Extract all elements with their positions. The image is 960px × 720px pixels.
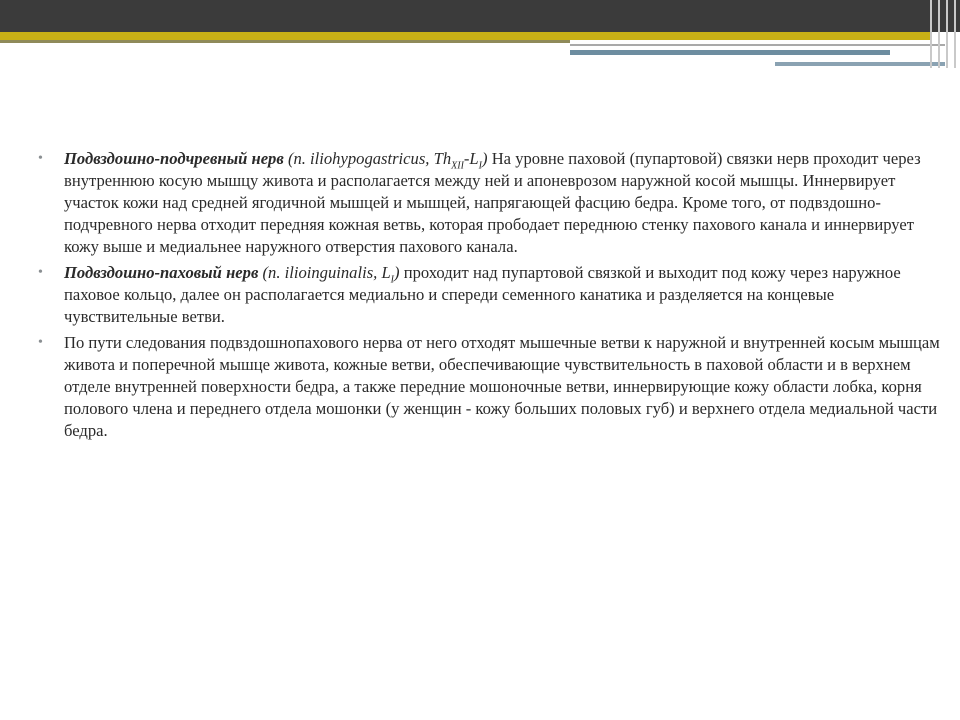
latin-name-1: (n. iliohypogastricus, $Th_{XII}-L_I$)	[287, 149, 488, 172]
bullet-item-2	[38, 262, 940, 328]
bullet-item-3	[38, 332, 940, 442]
bullet-icon: •	[38, 335, 43, 350]
bullet-icon: •	[38, 265, 43, 280]
item-1-text: На уровне паховой (пупартовой) связки нерв проходит через внутреннюю косую мышцу живота и располагается между ней и апоневрозом наружной косой мышцы. Иннервирует участок кожи над средней ягодичной мышцей и мышцей, напрягающей фасцию бедра. Кроме того, от подвздошно-подчревного нерва отходит передняя кожная ветвь, которая прободает переднюю стенку пахового канала и иннервирует кожу выше и медиальнее наружного отверстия пахового канала.	[64, 149, 921, 256]
item-2-text: проходит над пупартовой связкой и выходит под кожу через наружное паховое кольцо, далее он располагается медиально и спереди семенного канатика и разделяется на концевые чувствительные ветви.	[64, 263, 901, 326]
item-3-text: По пути следования подвздошнопахового нерва от него отходят мышечные ветви к наружной и внутренней косым мышцам живота и поперечной мышце живота, кожные ветви, обеспечивающие чувствительность в паховой области и в верхнем отделе внутренней поверхности бедра, а также передние мошоночные ветви, иннервирующие кожу области лобка, корня полового члена и переднего отдела мошонки (у женщин - кожу больших половых губ) и верхнего отдела медиальной части бедра.	[64, 333, 940, 440]
vertical-stripe-4	[954, 0, 956, 68]
bullet-item-1	[38, 148, 940, 258]
olive-stripe	[0, 40, 570, 43]
blue-stripe-2	[775, 62, 945, 66]
vertical-stripe-2	[938, 0, 940, 68]
blue-stripe-1	[570, 50, 890, 55]
gray-line	[570, 44, 945, 46]
latin-name-2: (n. ilioinguinalis, $L_I$)	[262, 263, 400, 286]
vertical-stripe-3	[946, 0, 948, 68]
vertical-stripe-1	[930, 0, 932, 68]
term-iliohypogastric: Подвздошно-подчревный нерв	[64, 149, 284, 168]
slide-content	[38, 148, 940, 446]
header-bar	[0, 0, 960, 32]
gold-stripe	[0, 32, 930, 40]
term-ilioinguinal: Подвздошно-паховый нерв	[64, 263, 259, 282]
bullet-icon: •	[38, 151, 43, 166]
